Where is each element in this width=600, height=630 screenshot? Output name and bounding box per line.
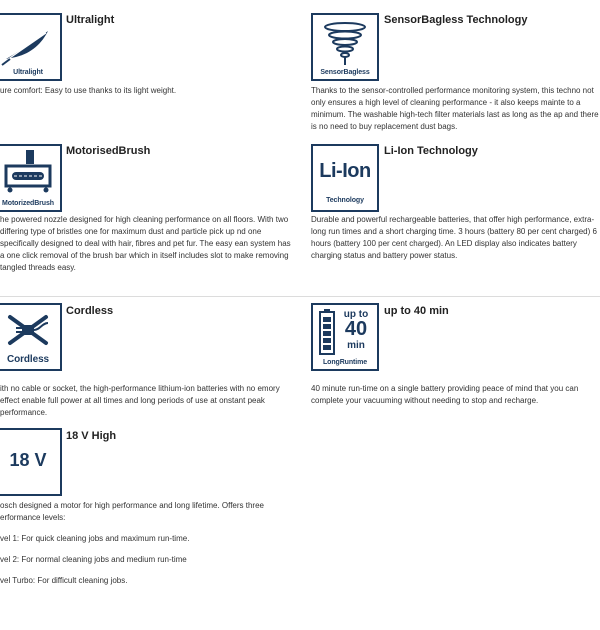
runtime-icon-unit: min bbox=[347, 340, 365, 351]
motorisedbrush-caption: MotorizedBrush bbox=[2, 200, 54, 207]
section-divider bbox=[0, 296, 600, 297]
lion-icon-main: Li-Ion bbox=[319, 160, 371, 182]
motorisedbrush-title: MotorisedBrush bbox=[66, 145, 151, 157]
sensorbagless-description: Thanks to the sensor-controlled performance monitoring system, this techno not only ensures a high level of cleaning performance - it also keeps mainte to a minimum. The washable high-tech filter materials last as long as the ap and there is no need to buy replacement dust bags. bbox=[311, 86, 599, 131]
volt-level-1: vel 1: For quick cleaning jobs and maximum run-time. bbox=[0, 534, 190, 543]
runtime-badge bbox=[311, 303, 379, 371]
lion-badge bbox=[311, 144, 379, 212]
volt-title: 18 V High bbox=[66, 430, 117, 442]
ultralight-title: Ultralight bbox=[66, 14, 115, 26]
runtime-icon-number: 40 bbox=[344, 318, 368, 340]
runtime-icon-top: up to bbox=[343, 309, 369, 320]
sensorbagless-caption: SensorBagless bbox=[320, 69, 370, 76]
lion-title: Li-Ion Technology bbox=[384, 145, 478, 157]
voltage-icon: 18 V bbox=[9, 450, 47, 470]
motorisedbrush-description: he powered nozzle designed for high cleaning performance on all floors. With two differing type of bristles one for maximum dust and particle pick up nd one specifically designed to deal with hair, fibres and pet fur. The easy ean system has a one click removal of the brush bar which in itself includes slot to make removing tangled threads easy. bbox=[0, 215, 291, 272]
runtime-caption: LongRuntime bbox=[322, 359, 367, 366]
ultralight-caption: Ultralight bbox=[13, 69, 43, 76]
runtime-title: up to 40 min bbox=[384, 305, 449, 317]
volt-description: osch designed a motor for high performance and long lifetime. Offers three erformance levels: bbox=[0, 501, 264, 522]
volt-description-block bbox=[0, 500, 296, 596]
volt-badge bbox=[0, 428, 62, 496]
lion-caption: Technology bbox=[326, 197, 364, 204]
sensorbagless-title: SensorBagless Technology bbox=[384, 14, 528, 26]
cordless-badge bbox=[0, 303, 62, 371]
sensorbagless-badge bbox=[311, 13, 379, 81]
volt-level-turbo: vel Turbo: For difficult cleaning jobs. bbox=[0, 576, 128, 585]
volt-level-2: vel 2: For normal cleaning jobs and medium run-time bbox=[0, 555, 187, 564]
cordless-title: Cordless bbox=[66, 305, 114, 317]
ultralight-badge bbox=[0, 13, 62, 81]
runtime-description: 40 minute run-time on a single battery providing peace of mind that you can complete your vacuuming without needing to stop and recharge. bbox=[311, 384, 579, 405]
ultralight-description: ure comfort: Easy to use thanks to its light weight. bbox=[0, 86, 177, 95]
cordless-caption: Cordless bbox=[7, 354, 49, 365]
motorisedbrush-badge bbox=[0, 144, 62, 212]
cordless-description: ith no cable or socket, the high-performance lithium-ion batteries with no emory effect enable full power at all times and long periods of use at onstant peak performance. bbox=[0, 384, 280, 417]
lion-description: Durable and powerful rechargeable batteries, that offer high performance, extra-long run times and a short charging time. 3 hours (battery 80 per cent charged) 6 hours (battery 100 per cent charged). An LED display also indicates battery charging status and battery power status. bbox=[311, 215, 597, 260]
